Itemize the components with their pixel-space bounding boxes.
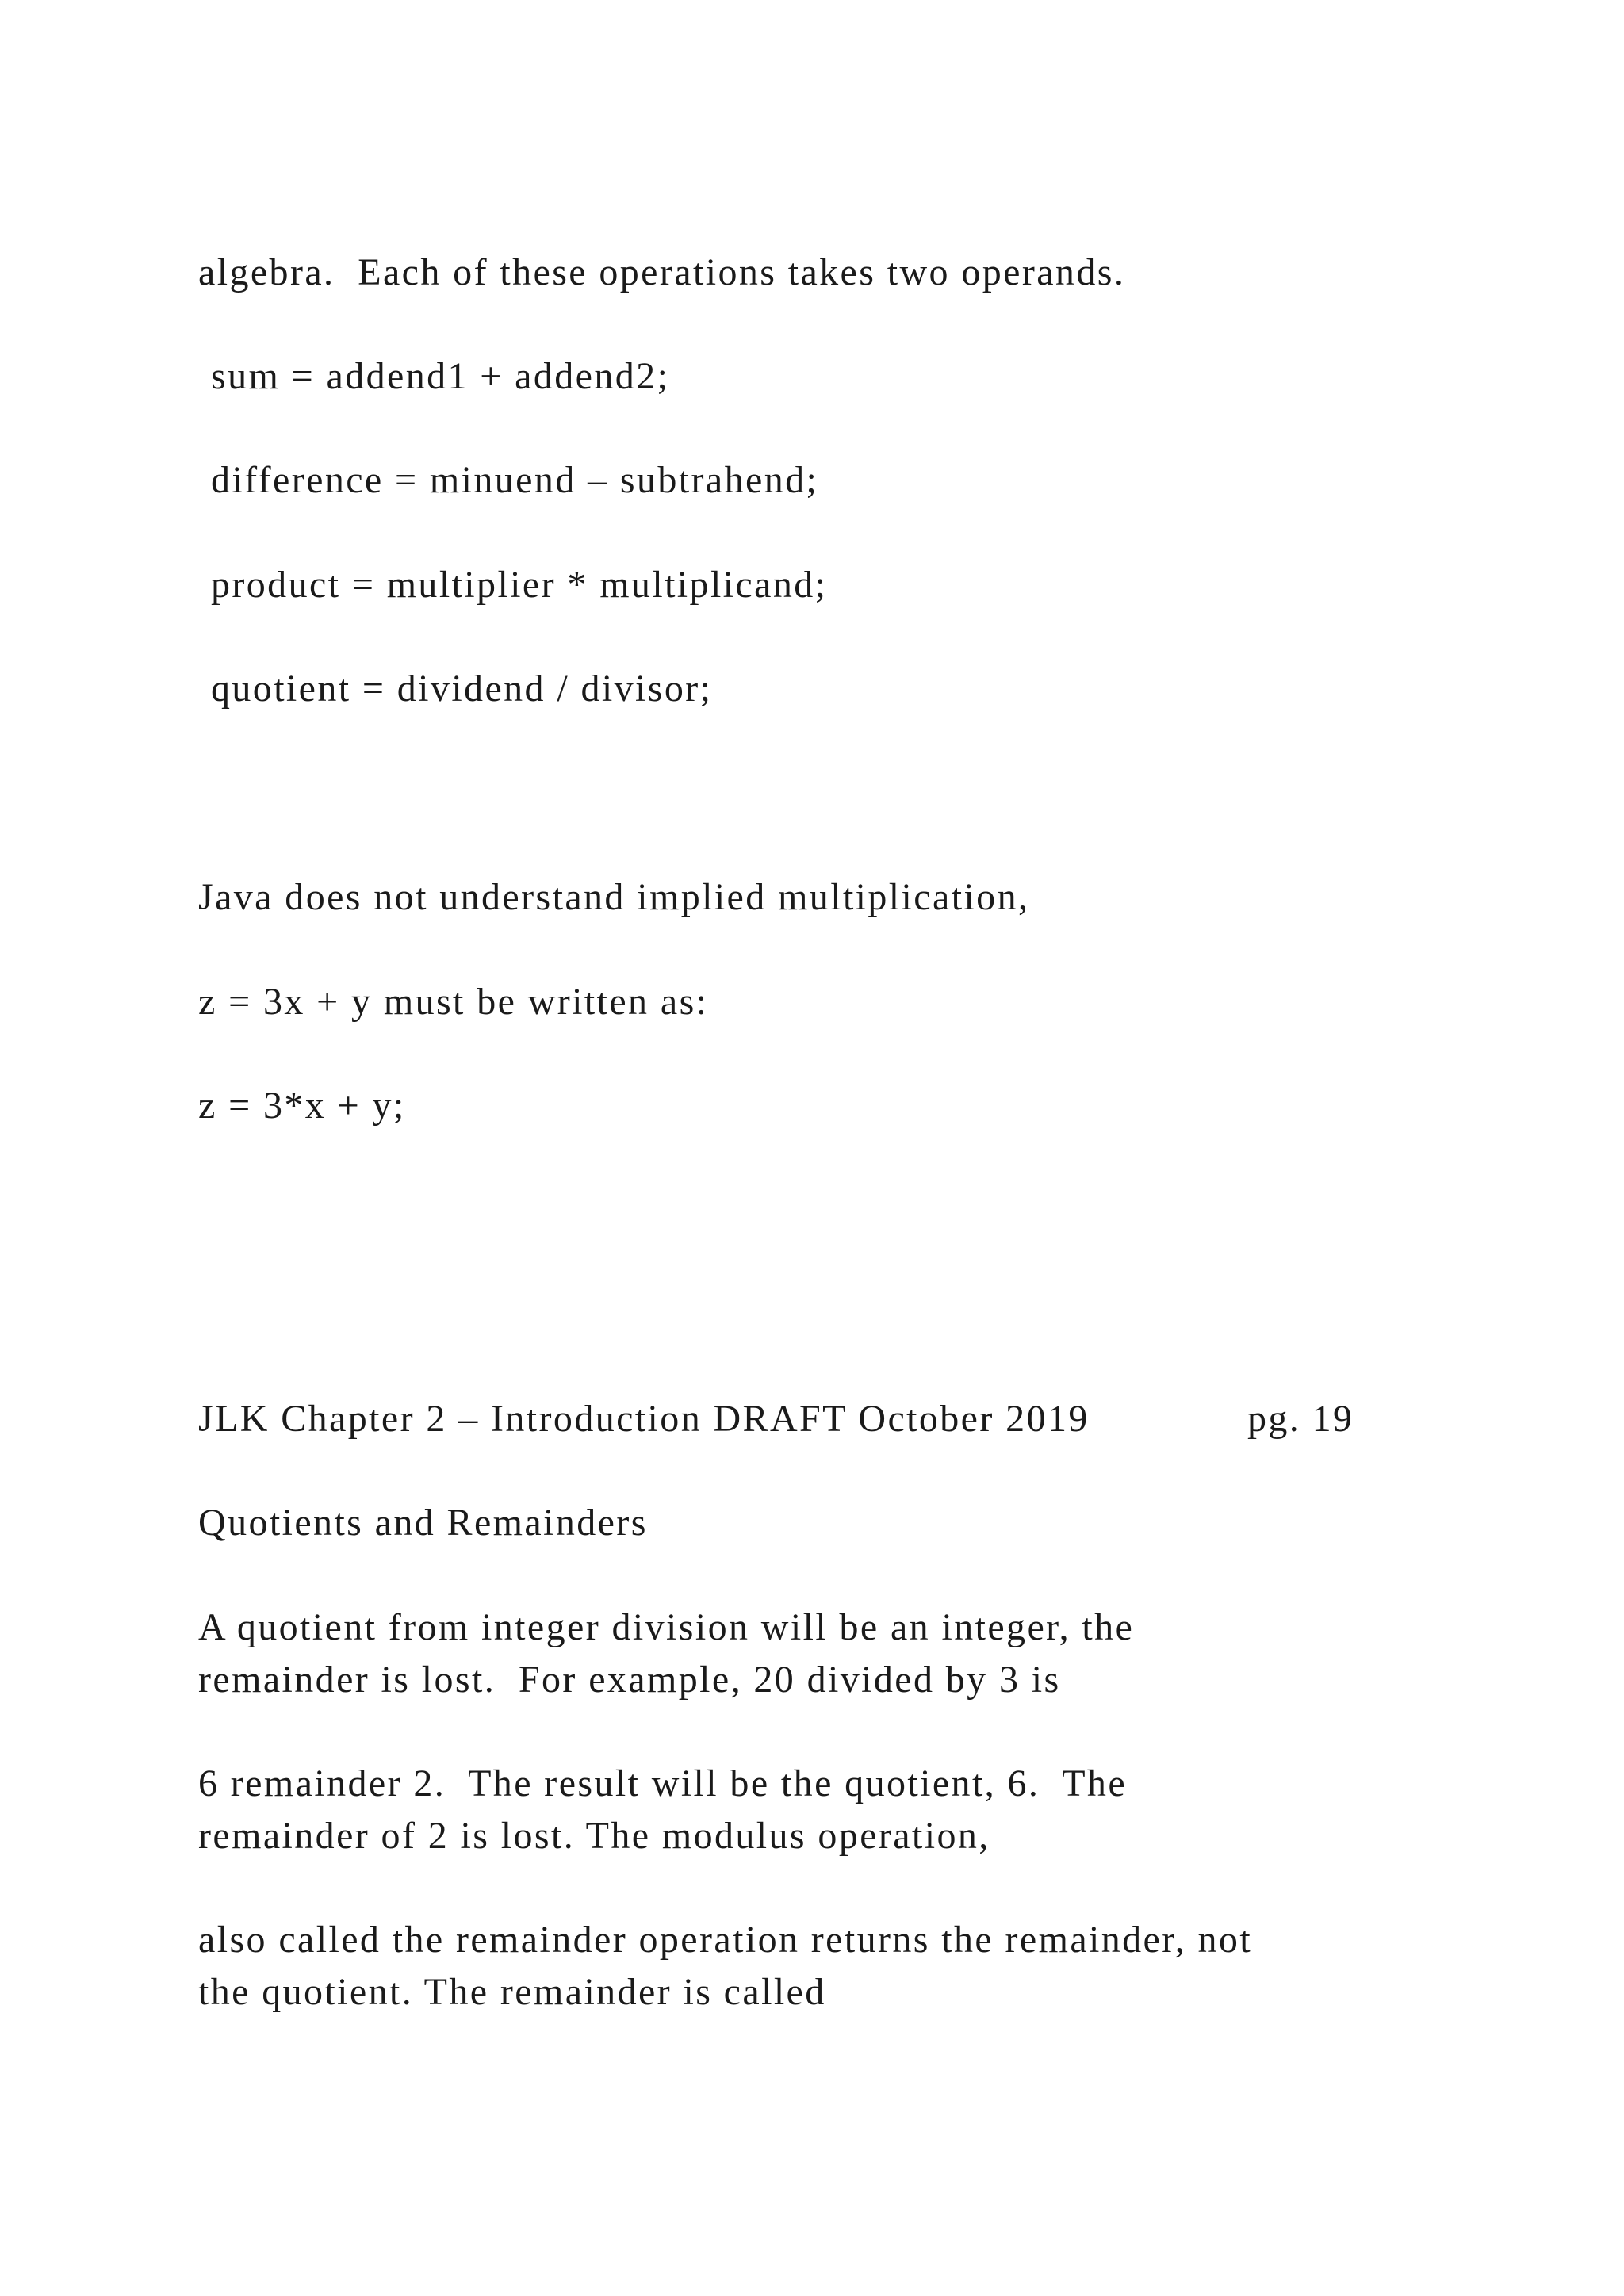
paragraph-line: 6 remainder 2. The result will be the quotient, 6. The — [198, 1762, 1128, 1804]
section-heading: Quotients and Remainders — [198, 1502, 648, 1544]
paragraph-line: also called the remainder operation returns the remainder, not — [198, 1919, 1253, 1961]
implied-multiplication-line: Java does not understand implied multiplication, — [198, 876, 1030, 918]
code-line-product: product = multiplier * multiplicand; — [211, 564, 828, 606]
paragraph-line: A quotient from integer division will be an integer, the — [198, 1606, 1135, 1648]
paragraph-line: remainder is lost. For example, 20 divided by 3 is — [198, 1659, 1061, 1701]
paragraph-line: the quotient. The remainder is called — [198, 1971, 826, 2013]
code-line-sum: sum = addend1 + addend2; — [211, 355, 670, 397]
footer-text: JLK Chapter 2 – Introduction DRAFT October 2019 — [198, 1398, 1090, 1440]
code-line-quotient: quotient = dividend / divisor; — [211, 668, 713, 710]
written-as-line: z = 3x + y must be written as: — [198, 981, 709, 1023]
intro-line: algebra. Each of these operations takes two operands. — [198, 251, 1126, 293]
paragraph-line: remainder of 2 is lost. The modulus operation, — [198, 1815, 990, 1857]
page-number: pg. 19 — [1247, 1398, 1354, 1440]
code-line-difference: difference = minuend – subtrahend; — [211, 459, 819, 501]
code-line-z: z = 3*x + y; — [198, 1085, 406, 1127]
